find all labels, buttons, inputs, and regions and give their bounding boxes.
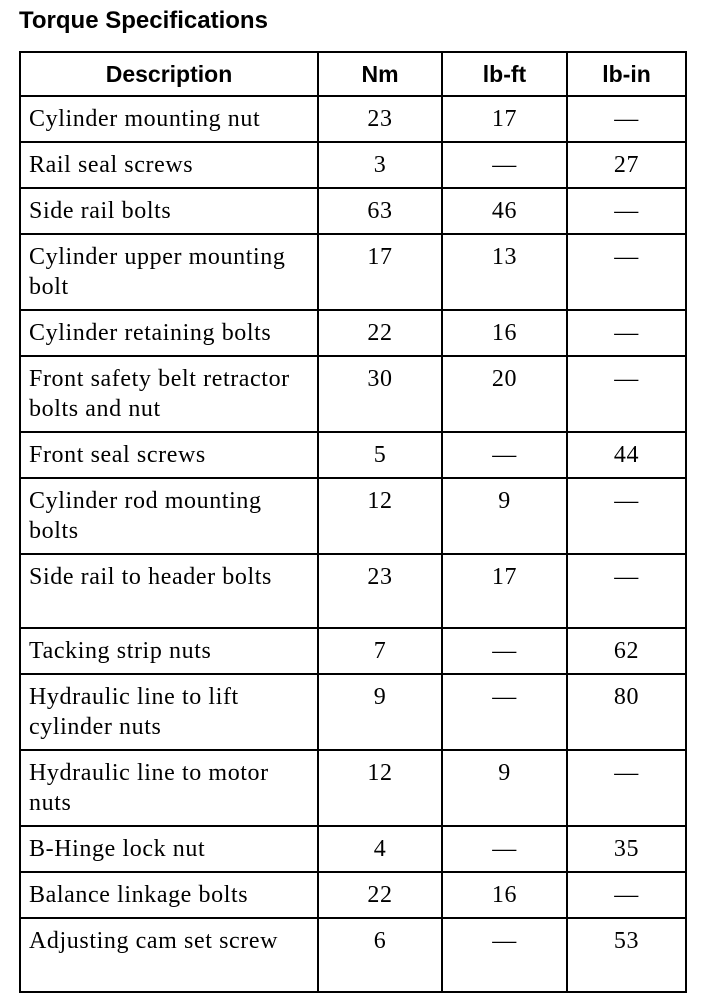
cell-description: Hydraulic line to motor nuts — [20, 750, 318, 826]
cell-nm: 23 — [318, 96, 442, 142]
table-header-row — [20, 52, 686, 96]
table-row — [20, 96, 686, 142]
table-row — [20, 142, 686, 188]
cell-lb-in: — — [567, 310, 686, 356]
cell-nm: 12 — [318, 478, 442, 554]
table-row — [20, 188, 686, 234]
cell-lb-ft: 16 — [442, 310, 567, 356]
cell-nm: 3 — [318, 142, 442, 188]
cell-lb-ft: 16 — [442, 872, 567, 918]
cell-lb-ft: 9 — [442, 750, 567, 826]
table-row — [20, 478, 686, 554]
table-row — [20, 674, 686, 750]
cell-lb-in: — — [567, 478, 686, 554]
cell-lb-in: 44 — [567, 432, 686, 478]
cell-description: Cylinder rod mounting bolts — [20, 478, 318, 554]
cell-nm: 4 — [318, 826, 442, 872]
table-row — [20, 554, 686, 628]
cell-description: Front seal screws — [20, 432, 318, 478]
cell-lb-ft: 9 — [442, 478, 567, 554]
table-row — [20, 918, 686, 992]
cell-lb-in: — — [567, 872, 686, 918]
cell-description: Side rail bolts — [20, 188, 318, 234]
table-row — [20, 432, 686, 478]
cell-lb-ft: — — [442, 628, 567, 674]
cell-nm: 22 — [318, 310, 442, 356]
cell-lb-ft: — — [442, 432, 567, 478]
cell-nm: 9 — [318, 674, 442, 750]
cell-nm: 22 — [318, 872, 442, 918]
table-row — [20, 356, 686, 432]
table-row — [20, 872, 686, 918]
cell-nm: 5 — [318, 432, 442, 478]
cell-lb-ft: 17 — [442, 96, 567, 142]
cell-lb-in: 35 — [567, 826, 686, 872]
table-row — [20, 310, 686, 356]
cell-description: Tacking strip nuts — [20, 628, 318, 674]
cell-nm: 6 — [318, 918, 442, 992]
cell-description: Cylinder mounting nut — [20, 96, 318, 142]
cell-description: Front safety belt retractor bolts and nut — [20, 356, 318, 432]
cell-lb-in: — — [567, 356, 686, 432]
cell-lb-in: — — [567, 750, 686, 826]
cell-lb-ft: 13 — [442, 234, 567, 310]
cell-lb-ft: — — [442, 142, 567, 188]
cell-lb-ft: 46 — [442, 188, 567, 234]
table-row — [20, 628, 686, 674]
column-header-lb-ft: lb-ft — [442, 52, 567, 96]
cell-lb-in: 80 — [567, 674, 686, 750]
cell-lb-in: — — [567, 234, 686, 310]
cell-description: Cylinder upper mounting bolt — [20, 234, 318, 310]
cell-description: Rail seal screws — [20, 142, 318, 188]
cell-lb-in: — — [567, 554, 686, 628]
cell-nm: 30 — [318, 356, 442, 432]
table-row — [20, 826, 686, 872]
column-header-nm: Nm — [318, 52, 442, 96]
cell-lb-in: 62 — [567, 628, 686, 674]
column-header-description: Description — [20, 52, 318, 96]
cell-nm: 63 — [318, 188, 442, 234]
cell-lb-in: 53 — [567, 918, 686, 992]
cell-lb-ft: — — [442, 826, 567, 872]
cell-description: Adjusting cam set screw — [20, 918, 318, 992]
cell-description: Side rail to header bolts — [20, 554, 318, 628]
cell-description: Hydraulic line to lift cylinder nuts — [20, 674, 318, 750]
cell-lb-in: — — [567, 96, 686, 142]
cell-description: Cylinder retaining bolts — [20, 310, 318, 356]
cell-lb-ft: — — [442, 674, 567, 750]
cell-description: B-Hinge lock nut — [20, 826, 318, 872]
cell-lb-in: 27 — [567, 142, 686, 188]
column-header-lb-in: lb-in — [567, 52, 686, 96]
cell-nm: 23 — [318, 554, 442, 628]
cell-nm: 17 — [318, 234, 442, 310]
cell-lb-ft: 17 — [442, 554, 567, 628]
cell-lb-in: — — [567, 188, 686, 234]
cell-nm: 7 — [318, 628, 442, 674]
cell-lb-ft: — — [442, 918, 567, 992]
table-row — [20, 234, 686, 310]
torque-table — [19, 51, 687, 993]
cell-description: Balance linkage bolts — [20, 872, 318, 918]
cell-lb-ft: 20 — [442, 356, 567, 432]
cell-nm: 12 — [318, 750, 442, 826]
table-row — [20, 750, 686, 826]
page-title: Torque Specifications — [19, 7, 268, 34]
